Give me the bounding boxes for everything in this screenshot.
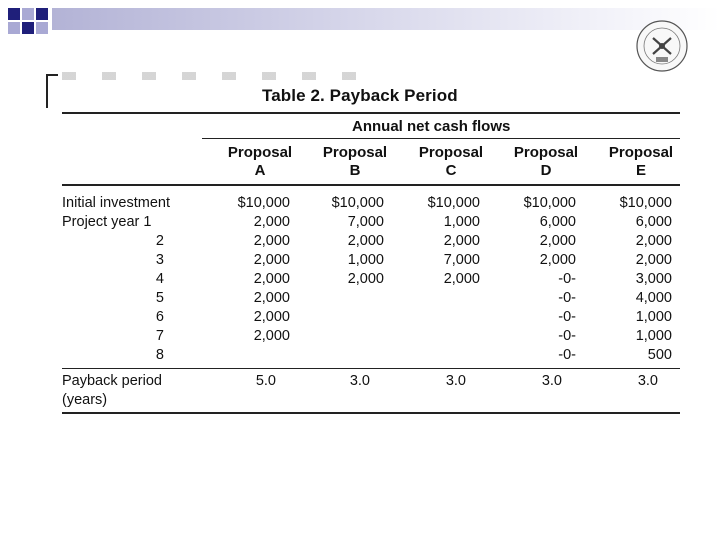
column-header-line: Proposal — [608, 144, 674, 161]
payback-table — [62, 84, 682, 424]
decor-square — [36, 8, 48, 20]
row-label: 7 — [155, 328, 164, 344]
decor-square — [36, 22, 48, 34]
table-cell: 1,000 — [635, 328, 672, 344]
column-header-d — [506, 144, 586, 180]
row-label: 6 — [155, 309, 164, 325]
column-header-line: Proposal — [227, 144, 293, 161]
footer-label-line: Payback period — [62, 373, 162, 389]
table-cell: 2,000 — [635, 233, 672, 249]
payback-value: 3.0 — [541, 373, 562, 389]
payback-value: 3.0 — [637, 373, 658, 389]
table-cell: $10,000 — [427, 195, 480, 211]
table-cell: 2,000 — [253, 309, 290, 325]
header-gradient-bar — [52, 8, 720, 30]
table-cell: 7,000 — [443, 252, 480, 268]
table-cell: 1,000 — [635, 309, 672, 325]
table-cell: 6,000 — [539, 214, 576, 230]
column-header-letter: A — [254, 162, 266, 179]
table-cell: 500 — [647, 347, 672, 363]
table-cell: 2,000 — [443, 271, 480, 287]
payback-value: 3.0 — [445, 373, 466, 389]
row-label: Project year 1 — [62, 214, 152, 230]
table-cell: 2,000 — [539, 233, 576, 249]
table-cell: 2,000 — [253, 252, 290, 268]
decor-square — [22, 22, 34, 34]
table-cell: 2,000 — [635, 252, 672, 268]
payback-value: 3.0 — [349, 373, 370, 389]
footer-rule — [62, 368, 680, 369]
table-cell: $10,000 — [237, 195, 290, 211]
table-cell: 2,000 — [253, 271, 290, 287]
table-cell: 2,000 — [253, 290, 290, 306]
table-cell: 2,000 — [253, 328, 290, 344]
footer-label — [62, 372, 162, 410]
footer-label-line: (years) — [62, 392, 108, 408]
table-cell: 2,000 — [253, 214, 290, 230]
column-header-e — [601, 144, 681, 180]
table-cell: 1,000 — [347, 252, 384, 268]
table-cell: -0- — [558, 290, 576, 306]
column-header-letter: E — [635, 162, 646, 179]
row-label: 8 — [155, 347, 164, 363]
column-header-c — [411, 144, 491, 180]
column-header-line: Proposal — [418, 144, 484, 161]
table-cell: 6,000 — [635, 214, 672, 230]
top-rule — [62, 112, 680, 114]
column-header-b — [315, 144, 395, 180]
table-cell: $10,000 — [619, 195, 672, 211]
faint-heading-remnant — [62, 72, 362, 80]
table-cell: -0- — [558, 347, 576, 363]
decor-square — [8, 8, 20, 20]
table-cell: -0- — [558, 309, 576, 325]
table-cell: 2,000 — [347, 271, 384, 287]
column-header-letter: C — [445, 162, 457, 179]
column-header-line: Proposal — [322, 144, 388, 161]
decor-square — [8, 22, 20, 34]
table-cell: $10,000 — [331, 195, 384, 211]
slide-bracket-decoration — [46, 74, 58, 108]
table-cell: 2,000 — [539, 252, 576, 268]
table-cell: 2,000 — [253, 233, 290, 249]
payback-value: 5.0 — [255, 373, 276, 389]
table-cell: -0- — [558, 271, 576, 287]
table-cell: -0- — [558, 328, 576, 344]
table-cell: 3,000 — [635, 271, 672, 287]
table-cell: 1,000 — [443, 214, 480, 230]
table-cell: 7,000 — [347, 214, 384, 230]
decor-square — [22, 8, 34, 20]
group-header: Annual net cash flows — [352, 118, 511, 135]
row-label: 5 — [155, 290, 164, 306]
group-rule — [202, 138, 680, 139]
column-header-letter: B — [349, 162, 361, 179]
row-label: 3 — [155, 252, 164, 268]
bottom-rule — [62, 412, 680, 414]
row-label: 2 — [155, 233, 164, 249]
table-title: Table 2. Payback Period — [262, 86, 458, 105]
row-label: Initial investment — [62, 195, 170, 211]
table-cell: 4,000 — [635, 290, 672, 306]
column-header-letter: D — [540, 162, 552, 179]
table-cell: 2,000 — [443, 233, 480, 249]
table-cell: 2,000 — [347, 233, 384, 249]
table-cell: $10,000 — [523, 195, 576, 211]
slide-header-decoration — [0, 0, 720, 44]
column-header-a — [220, 144, 300, 180]
column-header-line: Proposal — [513, 144, 579, 161]
university-seal-icon — [632, 18, 692, 74]
row-label: 4 — [155, 271, 164, 287]
header-rule — [62, 184, 680, 186]
